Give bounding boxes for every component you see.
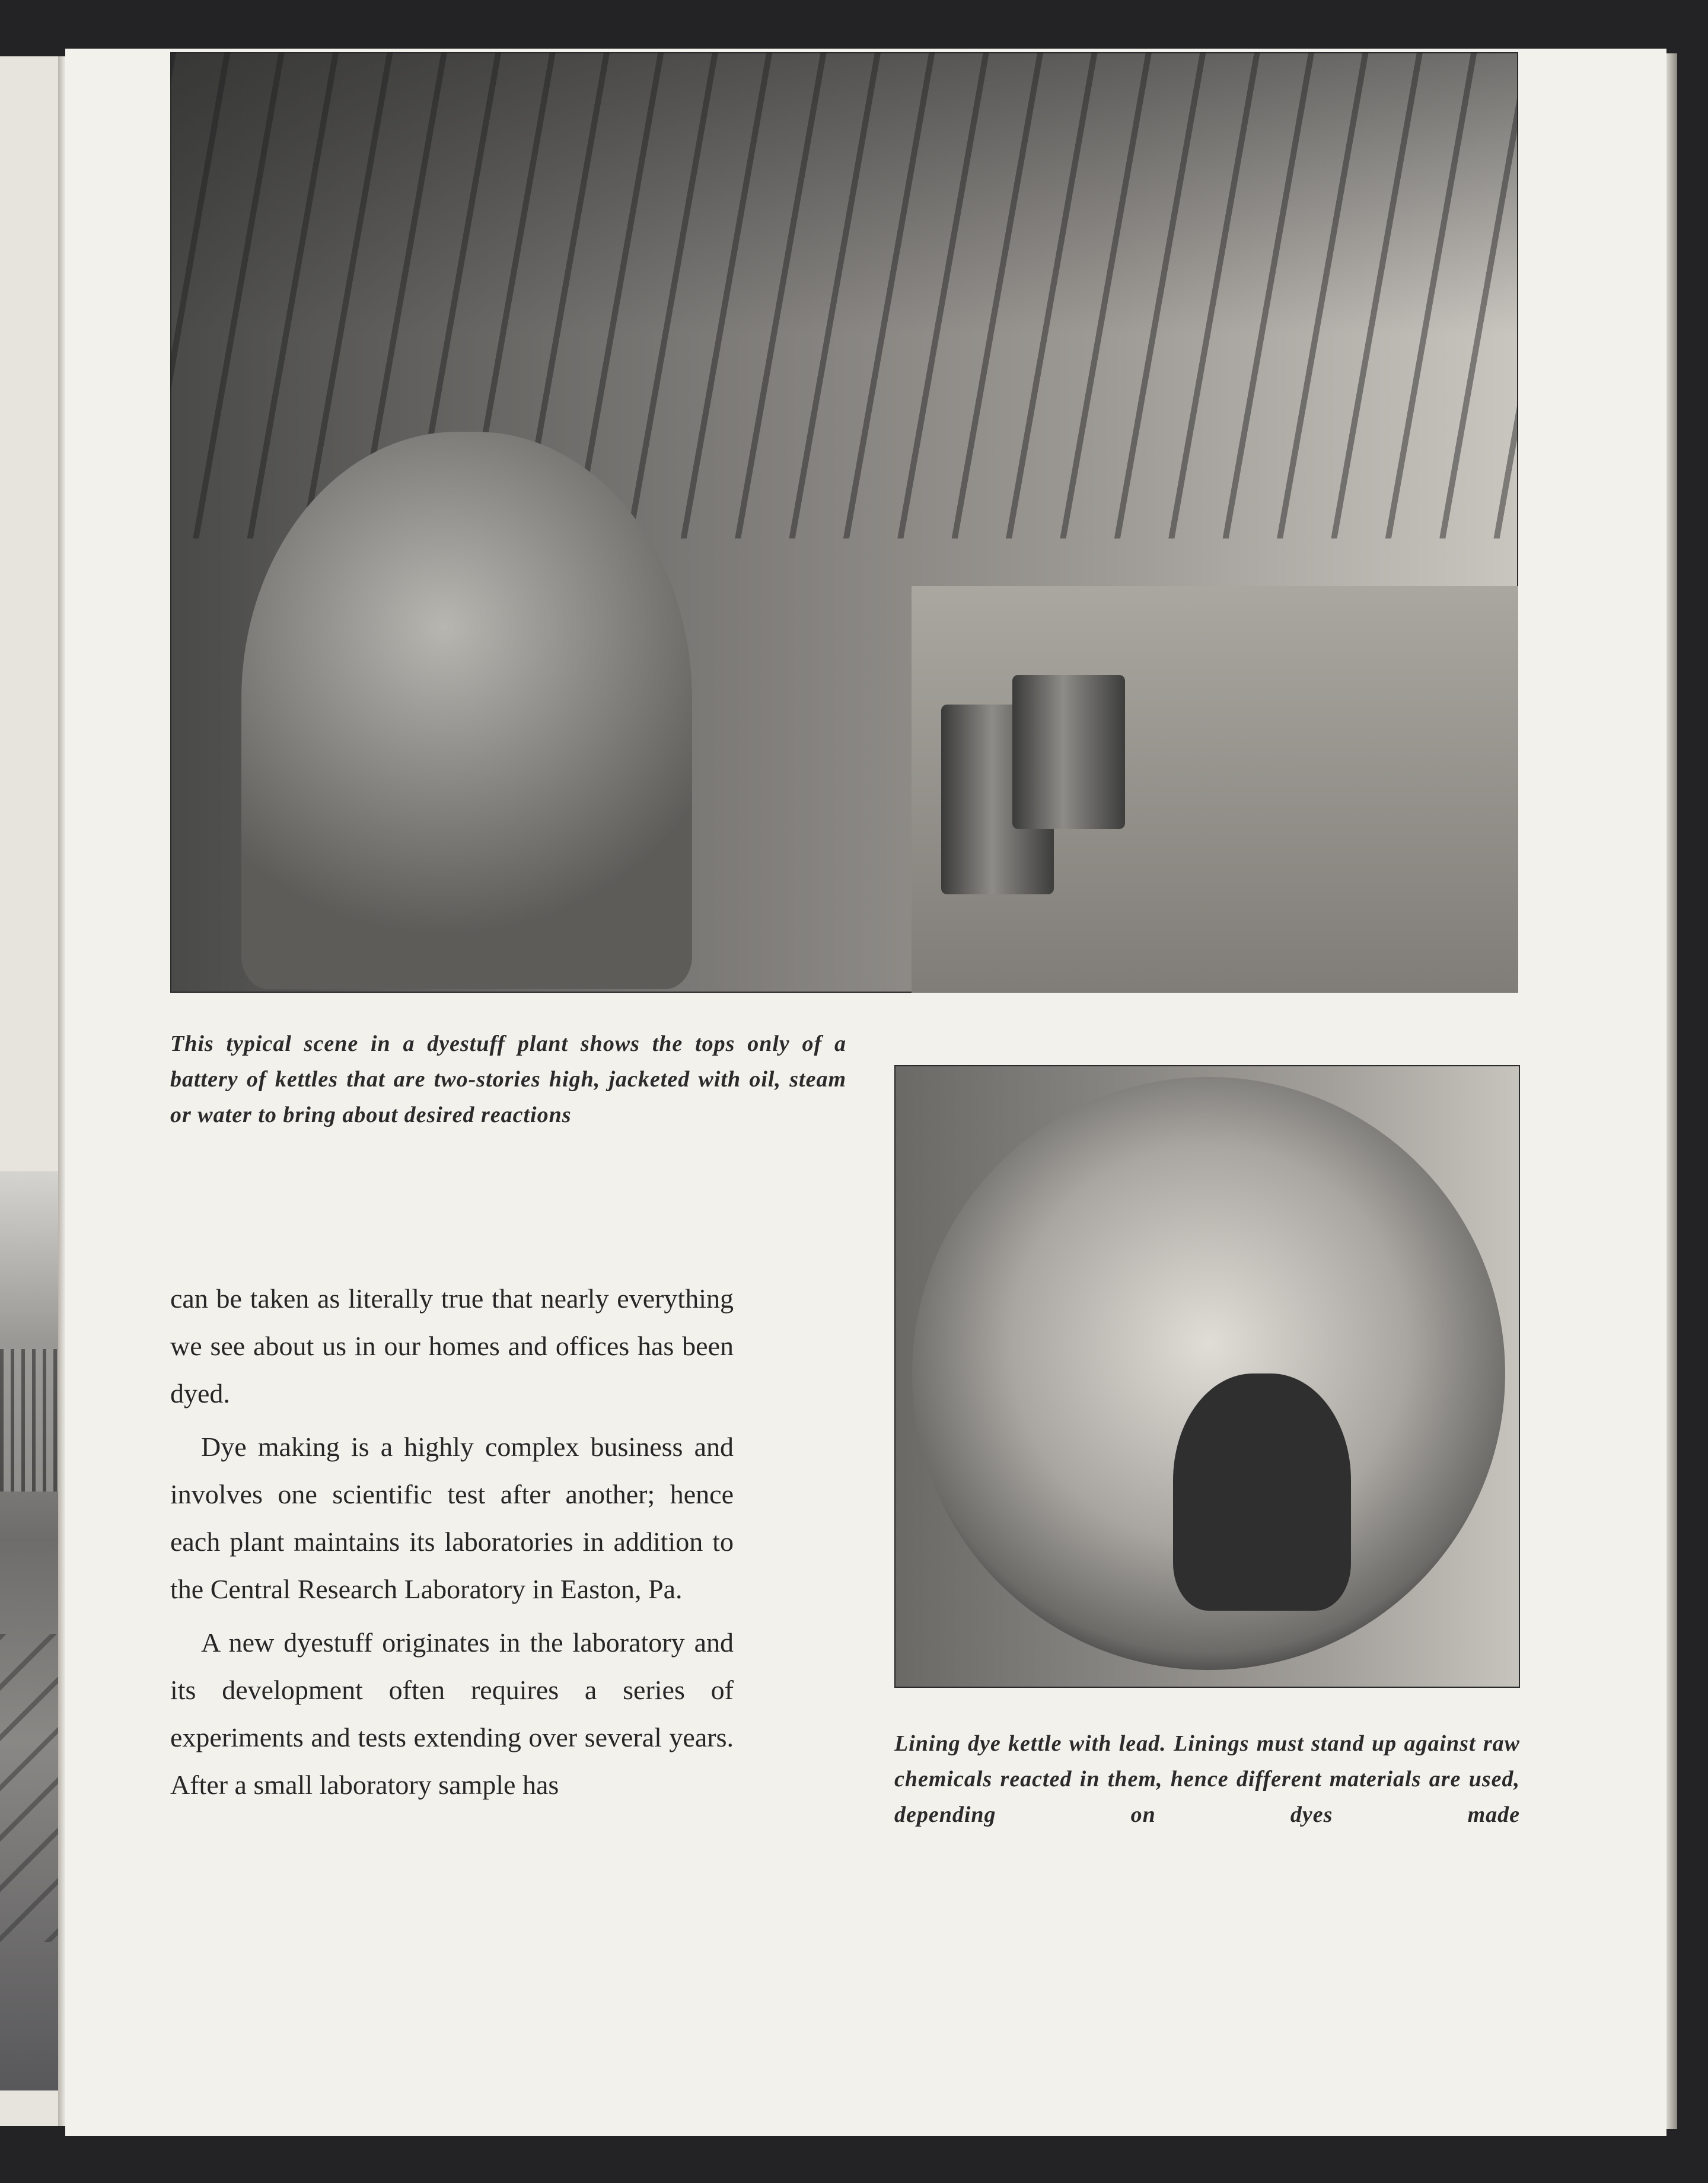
paragraph: A new dyestuff originates in the laboratory and its development often requires a series of experiments and tests extending over several years. After a small laboratory sample has xyxy=(170,1627,734,1800)
page-edge xyxy=(1666,53,1677,2129)
body-text xyxy=(170,1275,734,1809)
worker-figure xyxy=(1173,1373,1351,1611)
kettle-lining-photo xyxy=(894,1065,1520,1688)
lining-photo-caption: Lining dye kettle with lead. Linings must stand up against raw chemicals reacted in them, hence different materials are used, depending on dyes made xyxy=(894,1731,1520,1827)
paragraph: Dye making is a highly complex business and involves one scientific test after another; hence each plant maintains its laboratories in addition to the Central Research Laboratory in Easton, Pa. xyxy=(170,1432,734,1604)
kettle-top xyxy=(241,432,692,989)
left-page xyxy=(0,56,62,2126)
dyestuff-plant-photo xyxy=(170,52,1518,993)
plant-photo-caption: This typical scene in a dyestuff plant shows the tops only of a battery of kettles that are two-stories high, jacketed with oil, steam or water to bring about desired reactions xyxy=(170,1031,846,1127)
left-page-photo-fragment xyxy=(0,1171,60,2090)
drum xyxy=(1012,675,1125,829)
paragraph: can be taken as literally true that nearly everything we see about us in our homes and offices has been dyed. xyxy=(170,1283,734,1408)
